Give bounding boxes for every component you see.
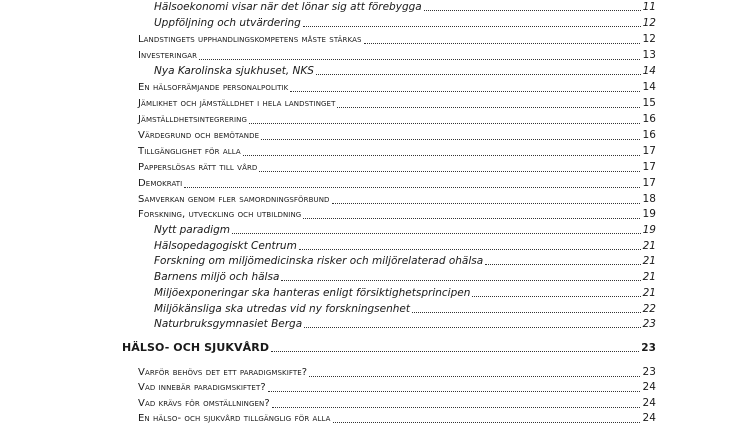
- toc-entry[interactable]: [138, 80, 656, 95]
- toc-entry[interactable]: [138, 128, 656, 143]
- toc-page-number: 11: [642, 1, 656, 13]
- toc-entry[interactable]: [154, 16, 656, 30]
- toc-page-number: 14: [642, 81, 656, 93]
- dot-leader: [303, 218, 640, 219]
- dot-leader: [472, 296, 640, 297]
- toc-page-number: 16: [642, 129, 656, 141]
- toc-entry[interactable]: [138, 48, 656, 63]
- toc-entry-title: Uppföljning och utvärdering: [154, 17, 301, 29]
- toc-page-number: 24: [642, 397, 656, 409]
- toc-page-number: 23: [642, 318, 656, 330]
- dot-leader: [249, 123, 640, 124]
- toc-page-number: 12: [642, 33, 656, 45]
- dot-leader: [424, 10, 641, 11]
- toc-page-number: 13: [642, 49, 656, 61]
- toc-page-number: 17: [642, 177, 656, 189]
- toc-page-number: 17: [642, 161, 656, 173]
- toc-entry-title: Papperslösas rätt till vård: [138, 162, 258, 173]
- toc-page-number: 17: [642, 145, 656, 157]
- toc-entry-title: Miljökänsliga ska utredas vid ny forskningsenhet: [154, 303, 410, 315]
- toc-page-number: 22: [642, 303, 656, 315]
- toc-page-number: 16: [642, 113, 656, 125]
- dot-leader: [268, 391, 641, 392]
- toc-page-number: 23: [642, 366, 656, 378]
- dot-leader: [412, 312, 641, 313]
- toc-entry[interactable]: [138, 192, 656, 207]
- dot-leader: [299, 249, 641, 250]
- dot-leader: [281, 280, 640, 281]
- toc-page-number: 12: [642, 17, 656, 29]
- toc-page-number: 23: [641, 342, 656, 354]
- dot-leader: [485, 264, 640, 265]
- toc-page-number: 19: [642, 224, 656, 236]
- toc-entry-title: En hälso- och sjukvård tillgänglig för alla: [138, 413, 331, 424]
- toc-entry-title: Forskning, utveckling och utbildning: [138, 209, 302, 220]
- toc-page-number: 14: [642, 65, 656, 77]
- dot-leader: [309, 376, 640, 377]
- toc-entry[interactable]: [138, 144, 656, 159]
- toc-entry[interactable]: [138, 32, 656, 47]
- toc-entry-title: Investeringar: [138, 50, 198, 61]
- toc-entry-title: Tillgänglighet för alla: [138, 146, 241, 157]
- toc-page-number: 21: [642, 271, 656, 283]
- toc-entry[interactable]: [154, 254, 656, 268]
- toc-page-number: 15: [642, 97, 656, 109]
- toc-entry-title: Nya Karolinska sjukhuset, NKS: [154, 65, 314, 77]
- dot-leader: [332, 203, 641, 204]
- toc-entry-title: Värdegrund och bemötande: [138, 130, 260, 141]
- toc-entry[interactable]: [138, 380, 656, 395]
- dot-leader: [316, 74, 641, 75]
- toc-page-number: 24: [642, 412, 656, 424]
- toc-entry-title: Jämlikhet och jämställdhet i hela landstinget: [138, 98, 336, 109]
- toc-entry[interactable]: [138, 396, 656, 411]
- toc-entry[interactable]: [154, 223, 656, 237]
- toc-entry[interactable]: [154, 0, 656, 14]
- toc-chapter-entry[interactable]: [122, 341, 656, 355]
- dot-leader: [333, 422, 641, 423]
- toc-page-number: 21: [642, 240, 656, 252]
- toc-entry-title: Jämställdhetsintegrering: [138, 114, 248, 125]
- toc-entry-title: Hälsopedagogiskt Centrum: [154, 240, 297, 252]
- toc-page-number: 24: [642, 381, 656, 393]
- toc-entry-title: Landstingets upphandlingskompetens måste stärkas: [138, 34, 362, 45]
- toc-page-number: 19: [642, 208, 656, 220]
- toc-entry-title: Hälsoekonomi visar när det lönar sig att förebygga: [154, 1, 422, 13]
- toc-entry-title: Forskning om miljömedicinska risker och miljörelaterad ohälsa: [154, 255, 484, 267]
- dot-leader: [261, 139, 640, 140]
- dot-leader: [272, 407, 641, 408]
- toc-entry-title: Barnens miljö och hälsa: [154, 271, 280, 283]
- dot-leader: [259, 171, 640, 172]
- dot-leader: [243, 155, 641, 156]
- dot-leader: [290, 91, 640, 92]
- dot-leader: [184, 187, 640, 188]
- toc-entry[interactable]: [154, 302, 656, 316]
- dot-leader: [271, 351, 639, 352]
- toc-entry-title: Nytt paradigm: [154, 224, 230, 236]
- toc-entry[interactable]: [154, 64, 656, 78]
- toc-entry-title: Vad innebär paradigmskiftet?: [138, 382, 266, 393]
- toc-entry[interactable]: [138, 112, 656, 127]
- toc-entry[interactable]: [154, 270, 656, 284]
- toc-entry[interactable]: [154, 286, 656, 300]
- toc-entry[interactable]: [138, 176, 656, 191]
- toc-entry-title: Demokrati: [138, 178, 183, 189]
- toc-entry[interactable]: [138, 160, 656, 175]
- toc-entry-title: Varför behövs det ett paradigmskifte?: [138, 367, 308, 378]
- toc-entry-title: Naturbruksgymnasiet Berga: [154, 318, 303, 330]
- toc-entry-title: Vad krävs för omställningen?: [138, 398, 270, 409]
- toc-page-number: 18: [642, 193, 656, 205]
- toc-entry[interactable]: [154, 317, 656, 331]
- dot-leader: [199, 59, 640, 60]
- toc-entry[interactable]: [138, 96, 656, 111]
- toc-chapter-title: HÄLSO- OCH SJUKVÅRD: [122, 341, 270, 354]
- toc-entry[interactable]: [138, 365, 656, 380]
- toc-entry[interactable]: [138, 207, 656, 222]
- dot-leader: [364, 43, 641, 44]
- toc-entry-title: En hälsofrämjande personalpolitik: [138, 82, 289, 93]
- dot-leader: [337, 107, 640, 108]
- toc-page-number: 21: [642, 255, 656, 267]
- dot-leader: [304, 327, 640, 328]
- dot-leader: [303, 26, 641, 27]
- toc-entry-title: Miljöexponeringar ska hanteras enligt försiktighetsprincipen: [154, 287, 471, 299]
- toc-entry-title: Samverkan genom fler samordningsförbund: [138, 194, 330, 205]
- toc-page-number: 21: [642, 287, 656, 299]
- dot-leader: [232, 233, 641, 234]
- toc-entry[interactable]: [154, 239, 656, 253]
